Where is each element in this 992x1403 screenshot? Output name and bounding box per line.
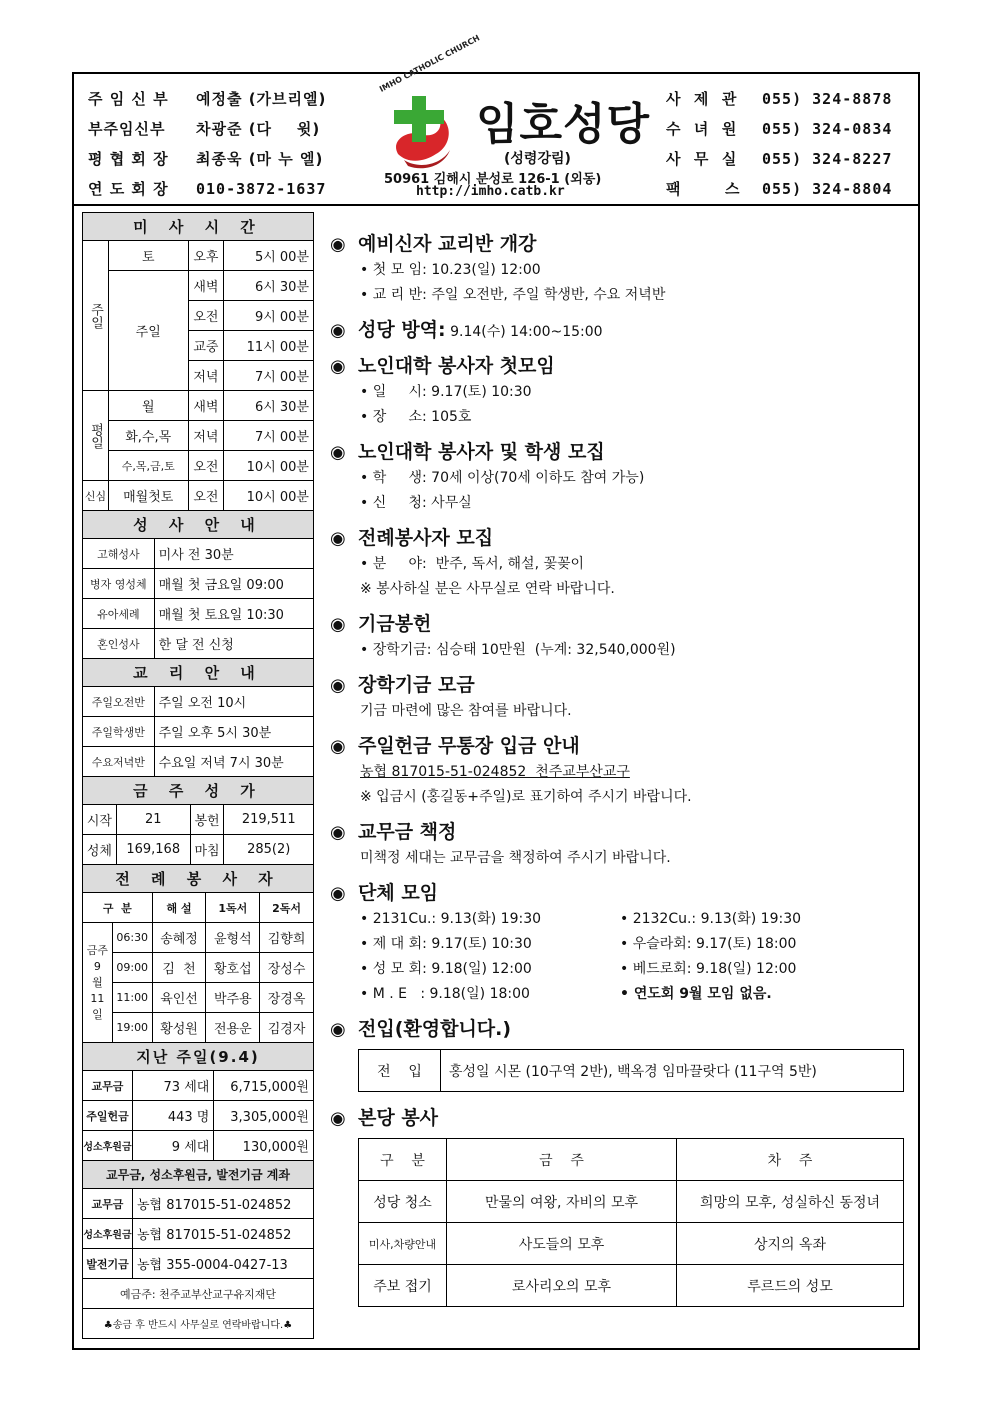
mass-times-title: 미 사 시 간 [83,213,314,241]
contact-row: 수 녀 원 055) 324-0834 [666,120,893,138]
section-scholarship: ◉ 장학기금 모금 기금 마련에 많은 참여를 바랍니다. [330,674,572,719]
bullet-icon: ◉ [330,528,346,549]
hymns-title: 금 주 성 가 [83,777,314,805]
church-address: 50961 김해시 분성로 126-1 (외동) [384,172,602,187]
church-subtitle: (성령강림) [504,151,571,167]
deposit-account: 농협 817015-51-024852 천주교부산교구 [360,764,630,780]
servers-date-label: 금주 9 월 11 일 [83,923,113,1043]
bullet-icon: ◉ [330,614,346,635]
staff-row: 주 임 신 부 예정출 (가브리엘) [88,90,327,108]
servers-title: 전 례 봉 사 자 [83,865,314,893]
liturgy-servers-table: 전 례 봉 사 자 구 분 해 설 1독서 2독서 금주 9 월 11 일 06:30 송혜정 윤형석 김향희 09:00 김 천 황호섭 장성수 11:00 육인선 박주용 장경옥 19:00 황성원 전용운 김경자 [82,864,314,1043]
bullet-icon: ◉ [330,356,346,377]
church-name: 임호성당 [476,99,651,150]
bulletin-page [72,33,920,1350]
sacrament-table: 성 사 안 내 고해성사 미사 전 30분 병자 영성체 매월 첫 금요일 09:00 유아세례 매월 첫 토요일 10:30 혼인성사 한 달 전 신청 [82,510,314,659]
sunday-day: 주일 [108,271,188,391]
transfer-table: 전 입 홍성일 시몬 (10구역 2반), 백옥경 임마끌랏다 (11구역 5반) [358,1049,904,1092]
staff-row: 연 도 회 장 010-3872-1637 [88,180,327,198]
section-disinfection: ◉ 성당 방역: 9.14(수) 14:00~15:00 [330,316,910,344]
bullet-icon: ◉ [330,442,346,463]
section-groups: ◉ 단체 모임 • 2131Cu.: 9.13(화) 19:30 • 2132Cu.: 9.13(화) 19:30 • 제 대 회: 9.17(토) 10:30 • 우슬라회: 9.17(토) 18:00 • 성 모 회: 9.18(일) 12:00 • 베드로회: 9.18(일) 12:00 • M . E : 9.18(일) 18:00 • 연도회 9월 모임 없음. [330,882,802,1002]
mass-times-table: 미 사 시 간 주일 토 오후 5시 00분 주일 새벽 6시 30분 오전 9시 00분 교중 11시 00분 저녁 7시 00분 평일 월 새벽 6시 30분 화,수,목 저녁 7시 00분 수,목,금,토 오전 10시 00분 신심 매월첫토 오전 10시 00분 [82,212,314,511]
bullet-icon: ◉ [330,883,346,904]
header-staff [88,84,368,204]
sacrament-title: 성 사 안 내 [83,511,314,539]
cross-flame-icon [380,90,460,172]
service-table: 구 분 금 주 차 주 성당 청소 만물의 여왕, 자비의 모후 희망의 모후, 성실하신 동정녀 미사,차량안내 사도들의 모후 상지의 옥좌 주보 접기 로사리오의 모후 루르드의 성모 [358,1138,904,1307]
section-deposit: ◉ 주일헌금 무통장 입금 안내 농협 817015-51-024852 천주교부산교구 ※ 입금시 (홍길동+주일)로 표기하여 주시기 바랍니다. [330,732,910,810]
church-logo [372,33,662,202]
contact-row: 사 무 실 055) 324-8227 [666,150,893,168]
bullet-icon: ◉ [330,234,346,255]
accounts-table: 교무금, 성소후원금, 발전기금 계좌 교무금 농협 817015-51-024852 성소후원금 농협 817015-51-024852 발전기금 농협 355-0004-0427-13 예금주: 천주교부산교구유지재단 ♣송금 후 반드시 사무실로 연락바랍니다.♣ [82,1160,314,1339]
bullet-icon: ◉ [330,1019,346,1040]
contact-row: 팩 스 055) 324-8804 [666,180,893,198]
section-catechumen: ◉ 예비신자 교리반 개강 • 첫 모 임: 10.23(일) 12:00 • 교 리 반: 주일 오전반, 주일 학생반, 수요 저녁반 [330,233,666,303]
bullet-icon: ◉ [330,675,346,696]
accounts-title: 교무금, 성소후원금, 발전기금 계좌 [83,1161,314,1189]
church-url-link[interactable]: http://imho.catb.kr [416,184,565,199]
bullet-icon: ◉ [330,320,346,341]
section-service: ◉ 본당 봉사 구 분 금 주 차 주 성당 청소 만물의 여왕, 자비의 모후 희망의 모후, 성실하신 동정녀 미사,차량안내 사도들의 모후 상지의 옥좌 주보 접기 로사리오의 모후 루르드의 성모 [330,1104,910,1307]
sidebar [82,212,314,1339]
last-week-table: 지난 주일(9.4) 교무금 73 세대 6,715,000원 주일헌금 443 명 3,305,000원 성소후원금 9 세대 130,000원 [82,1042,314,1161]
weekday-label: 평일 [83,391,109,481]
bullet-icon: ◉ [330,822,346,843]
church-english-name: IMHO CATHOLIC CHURCH [378,33,482,94]
header [74,33,918,206]
staff-row: 평 협 회 장 최종욱 (마 누 엘) [88,150,324,168]
header-contacts [666,84,916,204]
section-transfer: ◉ 전입(환영합니다.) 전 입 홍성일 시몬 (10구역 2반), 백옥경 임마끌랏다 (11구역 5반) [330,1015,910,1092]
hymns-table: 금 주 성 가 시작 21 봉헌 219,511 성체 169,168 마침 285(2) [82,776,314,865]
section-donation: ◉ 기금봉헌 • 장학기금: 심승태 10만원 (누계: 32,540,000원) [330,613,676,658]
account-holder: 예금주: 천주교부산교구유지재단 [83,1279,314,1309]
bullet-icon: ◉ [330,736,346,757]
main-content [330,230,910,1315]
staff-row: 부주임신부 차광준 (다 윗) [88,120,321,138]
section-tithe: ◉ 교무금 책정 미책정 세대는 교무금을 책정하여 주시기 바랍니다. [330,821,671,866]
account-note: ♣송금 후 반드시 사무실로 연락바랍니다.♣ [83,1309,314,1339]
contact-row: 사 제 관 055) 324-8878 [666,90,893,108]
catechism-title: 교 리 안 내 [83,659,314,687]
sunday-label: 주일 [83,241,109,391]
section-senior-college-meeting: ◉ 노인대학 봉사자 첫모임 • 일 시: 9.17(토) 10:30 • 장 소: 105호 [330,355,555,425]
last-week-title: 지난 주일(9.4) [83,1043,314,1071]
catechism-table: 교 리 안 내 주일오전반 주일 오전 10시 주일학생반 주일 오후 5시 30분 수요저녁반 수요일 저녁 7시 30분 [82,658,314,777]
section-liturgy-recruit: ◉ 전례봉사자 모집 • 분 야: 반주, 독서, 해설, 꽃꽂이 ※ 봉사하실 분은 사무실로 연락 바랍니다. [330,527,615,597]
bullet-icon: ◉ [330,1108,346,1129]
section-senior-college-recruit: ◉ 노인대학 봉사자 및 학생 모집 • 학 생: 70세 이상(70세 이하도 참여 가능) • 신 청: 사무실 [330,441,645,511]
